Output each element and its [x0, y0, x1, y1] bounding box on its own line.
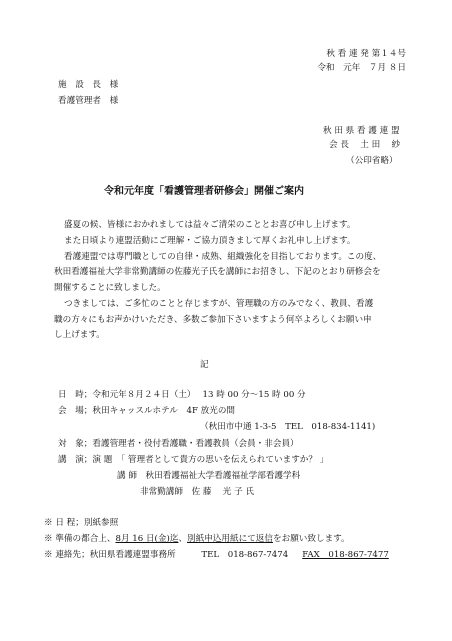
note-contact-tel: ※ 連絡先；秋田県看護連盟事務所 TEL 018-867-7474 — [44, 550, 289, 560]
sender-organization: 秋 田 県 看 護 連 盟 — [323, 126, 400, 136]
body-line: 秋田看護福祉大学非常勤講師の佐藤光子氏を講師にお招きし、下記のとおり研修会を — [54, 267, 381, 277]
event-venue: 会 場；秋田キャッスルホテル 4F 放光の間 — [58, 406, 236, 416]
note-schedule: ※ 日 程；別紙参照 — [44, 518, 119, 528]
body-line: 開催することに致しました。 — [54, 283, 166, 293]
note-reply-text-a: ※ 準備の都合上、 — [44, 534, 116, 544]
document-title: 令和元年度「看護管理者研修会」開催ご案内 — [104, 186, 304, 197]
note-contact — [44, 551, 389, 560]
note-reply-separator: 、 — [178, 534, 188, 544]
lecturer-name: 非常勤講師 佐 藤 光 子 氏 — [140, 487, 255, 497]
note-reply-form: 別紙申込用紙にて返信 — [187, 534, 273, 544]
ki-heading: 記 — [200, 360, 209, 370]
event-datetime: 日 時；令和元年８月２４日（土） 13 時 00 分～15 時 00 分 — [58, 390, 306, 400]
recipient-director: 施 設 長 様 — [58, 80, 119, 90]
body-line: し上げます。 — [54, 330, 105, 340]
note-contact-fax: FAX 018-867-7477 — [302, 550, 389, 560]
recipient-nursing-manager: 看護管理者 様 — [58, 96, 119, 106]
note-reply-text-b: をお願い致します。 — [273, 534, 350, 544]
lecturer-affiliation: 講 師 秋田看護福祉大学看護福祉学部看護学科 — [117, 471, 301, 481]
venue-address: （秋田市中通 1-3-5 TEL 018-834-1141) — [200, 422, 376, 432]
event-target: 対 象；看護管理者・役付看護職・看護教員（会員・非会員） — [58, 439, 299, 449]
seal-note: （公印省略） — [346, 156, 398, 166]
doc-number: 秋 看 連 発 第１４号 — [326, 49, 406, 59]
body-line: また日頃より連盟活動にご理解・ご協力頂きまして厚くお礼申し上げます。 — [64, 236, 356, 246]
sender-name: 会 長 土 田 紗 — [329, 140, 401, 150]
body-line: 盛夏の候、皆様におかれましては益々ご清栄のこととお喜び申し上げます。 — [64, 220, 356, 230]
body-line: 看護連盟では専門職としての自律・成熟、組織強化を目指しております。この度、 — [64, 252, 382, 262]
event-lecture: 講 演；演 題 「 管理者として貴方の思いを伝えられていますか？ 」 — [58, 455, 329, 465]
note-reply-request — [44, 535, 350, 544]
note-reply-deadline: 8月 16 日(金)迄 — [115, 534, 179, 544]
issue-date: 令和 元年 ７月 ８日 — [317, 63, 406, 73]
body-line: 職の方々にもお声かけいただき、多数ご参加下さいますよう何卒よろしくお願い申 — [54, 315, 372, 325]
body-line: つきましては、ご多忙のことと存じますが、管理職の方のみでなく、教員、看護 — [64, 299, 374, 309]
